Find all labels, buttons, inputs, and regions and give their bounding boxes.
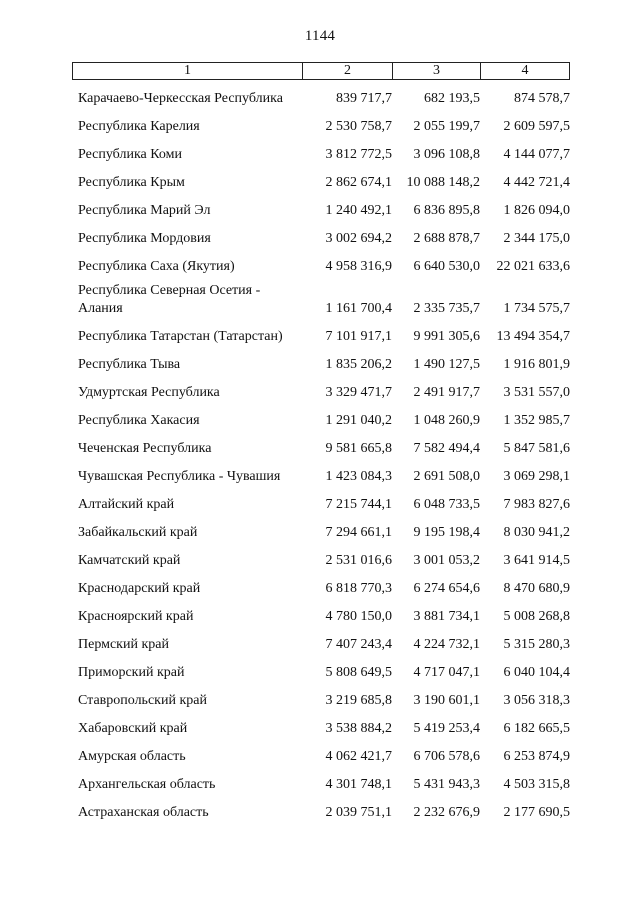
value-col-4: 5 008 268,8 [503, 609, 570, 624]
region-name: Астраханская область [78, 805, 209, 820]
value-col-3: 3 096 108,8 [413, 147, 480, 162]
region-name: Ставропольский край [78, 693, 207, 708]
region-name: Республика Карелия [78, 119, 200, 134]
value-col-3: 2 232 676,9 [413, 805, 480, 820]
table-row [0, 352, 640, 380]
value-col-4: 6 182 665,5 [503, 721, 570, 736]
value-col-2: 7 101 917,1 [325, 329, 392, 344]
region-name: Республика Крым [78, 175, 185, 190]
value-col-2: 2 862 674,1 [325, 175, 392, 190]
region-name: Республика Татарстан (Татарстан) [78, 329, 283, 344]
value-col-3: 1 048 260,9 [413, 413, 480, 428]
value-col-3: 2 691 508,0 [413, 469, 480, 484]
value-col-2: 6 818 770,3 [325, 581, 392, 596]
table-row [0, 86, 640, 114]
value-col-4: 3 531 557,0 [503, 385, 570, 400]
value-col-4: 1 734 575,7 [503, 301, 570, 316]
value-col-3: 5 431 943,3 [413, 777, 480, 792]
value-col-4: 2 609 597,5 [503, 119, 570, 134]
region-name: Республика Саха (Якутия) [78, 259, 235, 274]
value-col-4: 1 826 094,0 [503, 203, 570, 218]
value-col-3: 7 582 494,4 [413, 441, 480, 456]
table-row [0, 282, 640, 324]
value-col-4: 8 030 941,2 [503, 525, 570, 540]
value-col-4: 2 177 690,5 [503, 805, 570, 820]
table-row [0, 520, 640, 548]
value-col-4: 1 352 985,7 [503, 413, 570, 428]
value-col-2: 1 423 084,3 [325, 469, 392, 484]
value-col-4: 6 040 104,4 [503, 665, 570, 680]
value-col-3: 4 224 732,1 [413, 637, 480, 652]
value-col-2: 2 530 758,7 [325, 119, 392, 134]
region-name: Хабаровский край [78, 721, 188, 736]
value-col-2: 4 958 316,9 [325, 259, 392, 274]
table-row [0, 604, 640, 632]
table-row [0, 408, 640, 436]
value-col-3: 5 419 253,4 [413, 721, 480, 736]
value-col-3: 9 195 198,4 [413, 525, 480, 540]
value-col-2: 7 407 243,4 [325, 637, 392, 652]
value-col-3: 6 640 530,0 [413, 259, 480, 274]
value-col-4: 2 344 175,0 [503, 231, 570, 246]
value-col-2: 4 301 748,1 [325, 777, 392, 792]
value-col-4: 13 494 354,7 [496, 329, 570, 344]
value-col-2: 3 219 685,8 [325, 693, 392, 708]
value-col-3: 3 001 053,2 [413, 553, 480, 568]
value-col-3: 10 088 148,2 [406, 175, 480, 190]
value-col-2: 7 215 744,1 [325, 497, 392, 512]
table-row [0, 716, 640, 744]
value-col-3: 6 048 733,5 [413, 497, 480, 512]
value-col-2: 4 780 150,0 [325, 609, 392, 624]
value-col-4: 8 470 680,9 [503, 581, 570, 596]
region-name: Алтайский край [78, 497, 175, 512]
value-col-4: 3 056 318,3 [503, 693, 570, 708]
value-col-4: 3 641 914,5 [503, 553, 570, 568]
value-col-4: 1 916 801,9 [503, 357, 570, 372]
table-row [0, 226, 640, 254]
table-row [0, 772, 640, 800]
value-col-3: 2 491 917,7 [413, 385, 480, 400]
value-col-2: 1 291 040,2 [325, 413, 392, 428]
value-col-2: 2 039 751,1 [325, 805, 392, 820]
value-col-2: 1 835 206,2 [325, 357, 392, 372]
region-name: Республика Коми [78, 147, 182, 162]
table-row [0, 254, 640, 282]
value-col-2: 5 808 649,5 [325, 665, 392, 680]
table-row [0, 492, 640, 520]
value-col-4: 5 847 581,6 [503, 441, 570, 456]
region-name: Архангельская область [78, 777, 216, 792]
table-row [0, 576, 640, 604]
region-name: Чувашская Республика - Чувашия [78, 469, 281, 484]
value-col-4: 874 578,7 [514, 91, 570, 106]
table-row [0, 688, 640, 716]
value-col-4: 4 144 077,7 [503, 147, 570, 162]
table-row [0, 142, 640, 170]
table-body [0, 86, 640, 828]
table-row [0, 660, 640, 688]
header-col-3: 3 [393, 63, 481, 79]
region-name: Республика Северная Осетия - Алания [78, 283, 261, 316]
value-col-3: 3 190 601,1 [413, 693, 480, 708]
table-row [0, 198, 640, 226]
value-col-2: 3 002 694,2 [325, 231, 392, 246]
value-col-2: 1 161 700,4 [325, 301, 392, 316]
value-col-3: 6 706 578,6 [413, 749, 480, 764]
region-name: Амурская область [78, 749, 186, 764]
value-col-2: 7 294 661,1 [325, 525, 392, 540]
value-col-2: 4 062 421,7 [325, 749, 392, 764]
table-row [0, 800, 640, 828]
value-col-3: 6 836 895,8 [413, 203, 480, 218]
value-col-3: 4 717 047,1 [413, 665, 480, 680]
region-name: Пермский край [78, 637, 169, 652]
value-col-4: 4 503 315,8 [503, 777, 570, 792]
value-col-4: 5 315 280,3 [503, 637, 570, 652]
region-name: Камчатский край [78, 553, 181, 568]
value-col-2: 3 812 772,5 [325, 147, 392, 162]
region-name: Республика Хакасия [78, 413, 200, 428]
value-col-2: 2 531 016,6 [325, 553, 392, 568]
page-number: 1144 [304, 28, 336, 44]
value-col-2: 9 581 665,8 [325, 441, 392, 456]
value-col-3: 2 055 199,7 [413, 119, 480, 134]
table-row [0, 436, 640, 464]
table-header [72, 62, 570, 80]
region-name: Краснодарский край [78, 581, 201, 596]
header-col-1: 1 [73, 63, 303, 79]
region-name: Карачаево-Черкесская Республика [78, 91, 283, 106]
value-col-3: 3 881 734,1 [413, 609, 480, 624]
value-col-4: 3 069 298,1 [503, 469, 570, 484]
value-col-2: 3 329 471,7 [325, 385, 392, 400]
value-col-3: 9 991 305,6 [413, 329, 480, 344]
value-col-2: 839 717,7 [336, 91, 392, 106]
region-name: Приморский край [78, 665, 185, 680]
value-col-2: 1 240 492,1 [325, 203, 392, 218]
region-name: Красноярский край [78, 609, 194, 624]
table-row [0, 632, 640, 660]
region-name: Республика Мордовия [78, 231, 211, 246]
table-row [0, 464, 640, 492]
region-name: Республика Тыва [78, 357, 181, 372]
region-name: Республика Марий Эл [78, 203, 211, 218]
table-row [0, 324, 640, 352]
table-row [0, 744, 640, 772]
table-row [0, 380, 640, 408]
table-row [0, 170, 640, 198]
table-row [0, 548, 640, 576]
header-col-4: 4 [521, 63, 529, 78]
value-col-4: 4 442 721,4 [503, 175, 570, 190]
value-col-4: 7 983 827,6 [503, 497, 570, 512]
value-col-4: 6 253 874,9 [503, 749, 570, 764]
value-col-3: 2 688 878,7 [413, 231, 480, 246]
region-name: Чеченская Республика [78, 441, 212, 456]
table-row [0, 114, 640, 142]
value-col-3: 682 193,5 [424, 91, 480, 106]
value-col-3: 6 274 654,6 [413, 581, 480, 596]
region-name: Забайкальский край [78, 525, 198, 540]
region-name: Удмуртская Республика [78, 385, 220, 400]
value-col-3: 2 335 735,7 [413, 301, 480, 316]
value-col-3: 1 490 127,5 [413, 357, 480, 372]
header-col-2: 2 [303, 63, 393, 79]
value-col-2: 3 538 884,2 [325, 721, 392, 736]
value-col-4: 22 021 633,6 [496, 259, 570, 274]
